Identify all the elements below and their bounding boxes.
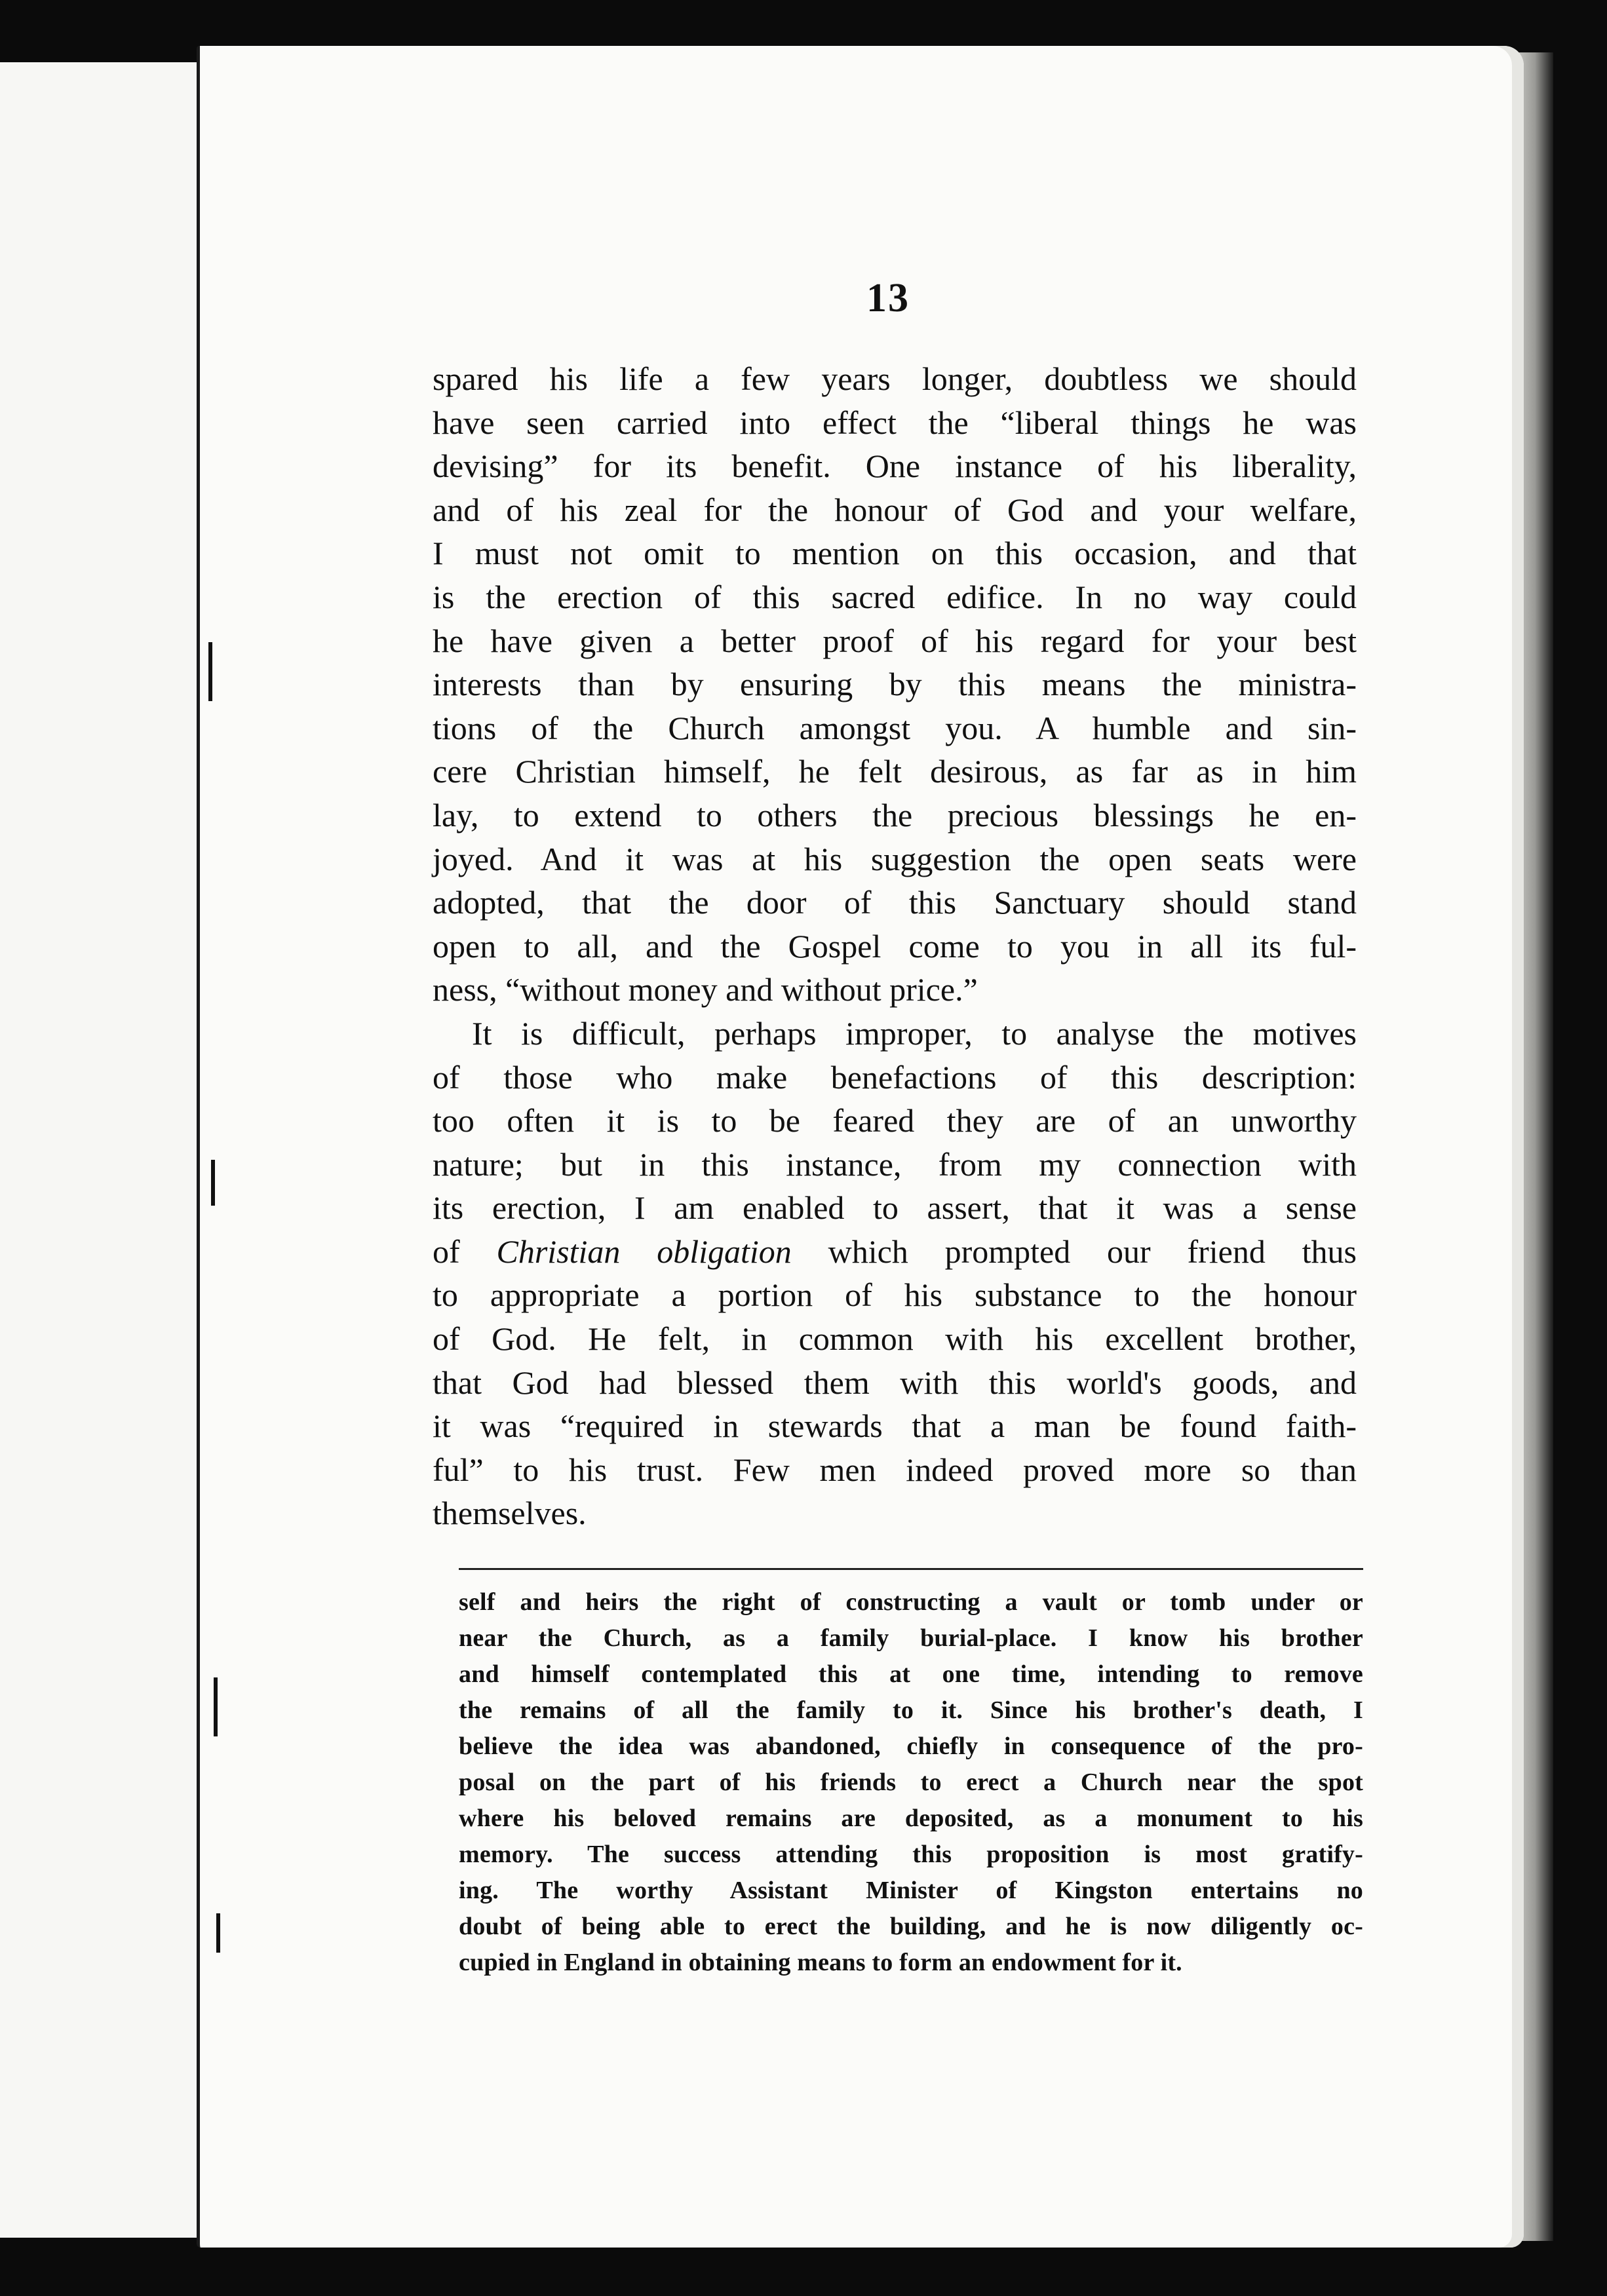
text-line: interests than by ensuring by this means the ministra-: [433, 666, 1357, 703]
text-line: its erection, I am enabled to assert, that it was a sense: [433, 1189, 1357, 1227]
text-line: open to all, and the Gospel come to you in all its ful-: [433, 927, 1357, 965]
footnote-line: the remains of all the family to it. Since his brother's death, I: [459, 1696, 1363, 1724]
text-line: cere Christian himself, he felt desirous, as far as in him: [433, 753, 1357, 790]
binding-thread-mark: [211, 1160, 215, 1206]
footnote-line: posal on the part of his friends to erect a Church near the spot: [459, 1769, 1363, 1796]
text-line: that God had blessed them with this world's goods, and: [433, 1364, 1357, 1401]
text-line: of God. He felt, in common with his excellent brother,: [433, 1320, 1357, 1358]
text-line: adopted, that the door of this Sanctuary should stand: [433, 884, 1357, 921]
text-segment: of: [433, 1233, 460, 1270]
text-line: nature; but in this instance, from my connection with: [433, 1145, 1357, 1183]
text-line: spared his life a few years longer, doubtless we should: [433, 360, 1357, 397]
text-segment: which prompted our friend thus: [828, 1233, 1357, 1270]
page-number: 13: [866, 276, 910, 320]
footnote-line: where his beloved remains are deposited, as a monument to his: [459, 1805, 1363, 1832]
paragraph-start-line: It is difficult, perhaps improper, to analyse the motives: [472, 1014, 1357, 1052]
text-line: tions of the Church amongst you. A humble and sin-: [433, 709, 1357, 746]
text-line: lay, to extend to others the precious blessings he en-: [433, 796, 1357, 833]
footnote-line: near the Church, as a family burial-place. I know his brother: [459, 1624, 1363, 1652]
text-line: devising” for its benefit. One instance of his liberality,: [433, 448, 1357, 485]
text-line: ful” to his trust. Few men indeed proved more so than: [433, 1451, 1357, 1488]
footnote-line: self and heirs the right of constructing a vault or tomb under or: [459, 1588, 1363, 1616]
text-line-with-italic: [433, 1230, 1357, 1274]
text-line: joyed. And it was at his suggestion the open seats were: [433, 840, 1357, 877]
binding-thread-mark: [208, 642, 212, 701]
text-line: it was “required in stewards that a man be found faith-: [433, 1407, 1357, 1445]
text-line: of those who make benefactions of this description:: [433, 1058, 1357, 1096]
text-line: have seen carried into effect the “liberal things he was: [433, 404, 1357, 441]
footnote-line: believe the idea was abandoned, chiefly in consequence of the pro-: [459, 1732, 1363, 1760]
main-text: [433, 357, 1357, 1535]
footnote-line: and himself contemplated this at one time, intending to remove: [459, 1660, 1363, 1688]
binding-thread-mark: [214, 1677, 218, 1736]
footnote-line: memory. The success attending this proposition is most gratify-: [459, 1841, 1363, 1868]
italic-phrase: Christian obligation: [496, 1233, 792, 1270]
text-line: I must not omit to mention on this occasion, and that: [433, 535, 1357, 572]
text-line: to appropriate a portion of his substance to the honour: [433, 1276, 1357, 1314]
binding-thread-mark: [216, 1913, 220, 1953]
footnote-line: cupied in England in obtaining means to form an endowment for it.: [459, 1949, 1182, 1976]
text-line: ness, “without money and without price.”: [433, 971, 978, 1008]
footnote-line: ing. The worthy Assistant Minister of Kingston entertains no: [459, 1877, 1363, 1904]
text-line: themselves.: [433, 1495, 587, 1532]
text-line: he have given a better proof of his regard for your best: [433, 622, 1357, 659]
text-line: too often it is to be feared they are of an unworthy: [433, 1102, 1357, 1139]
footnote: [459, 1584, 1363, 1981]
text-line: is the erection of this sacred edifice. In no way could: [433, 578, 1357, 615]
footnote-divider: [459, 1568, 1363, 1570]
text-line: and of his zeal for the honour of God and your welfare,: [433, 491, 1357, 528]
footnote-line: doubt of being able to erect the building, and he is now diligently oc-: [459, 1913, 1363, 1940]
facing-page-edge: [0, 62, 197, 2238]
